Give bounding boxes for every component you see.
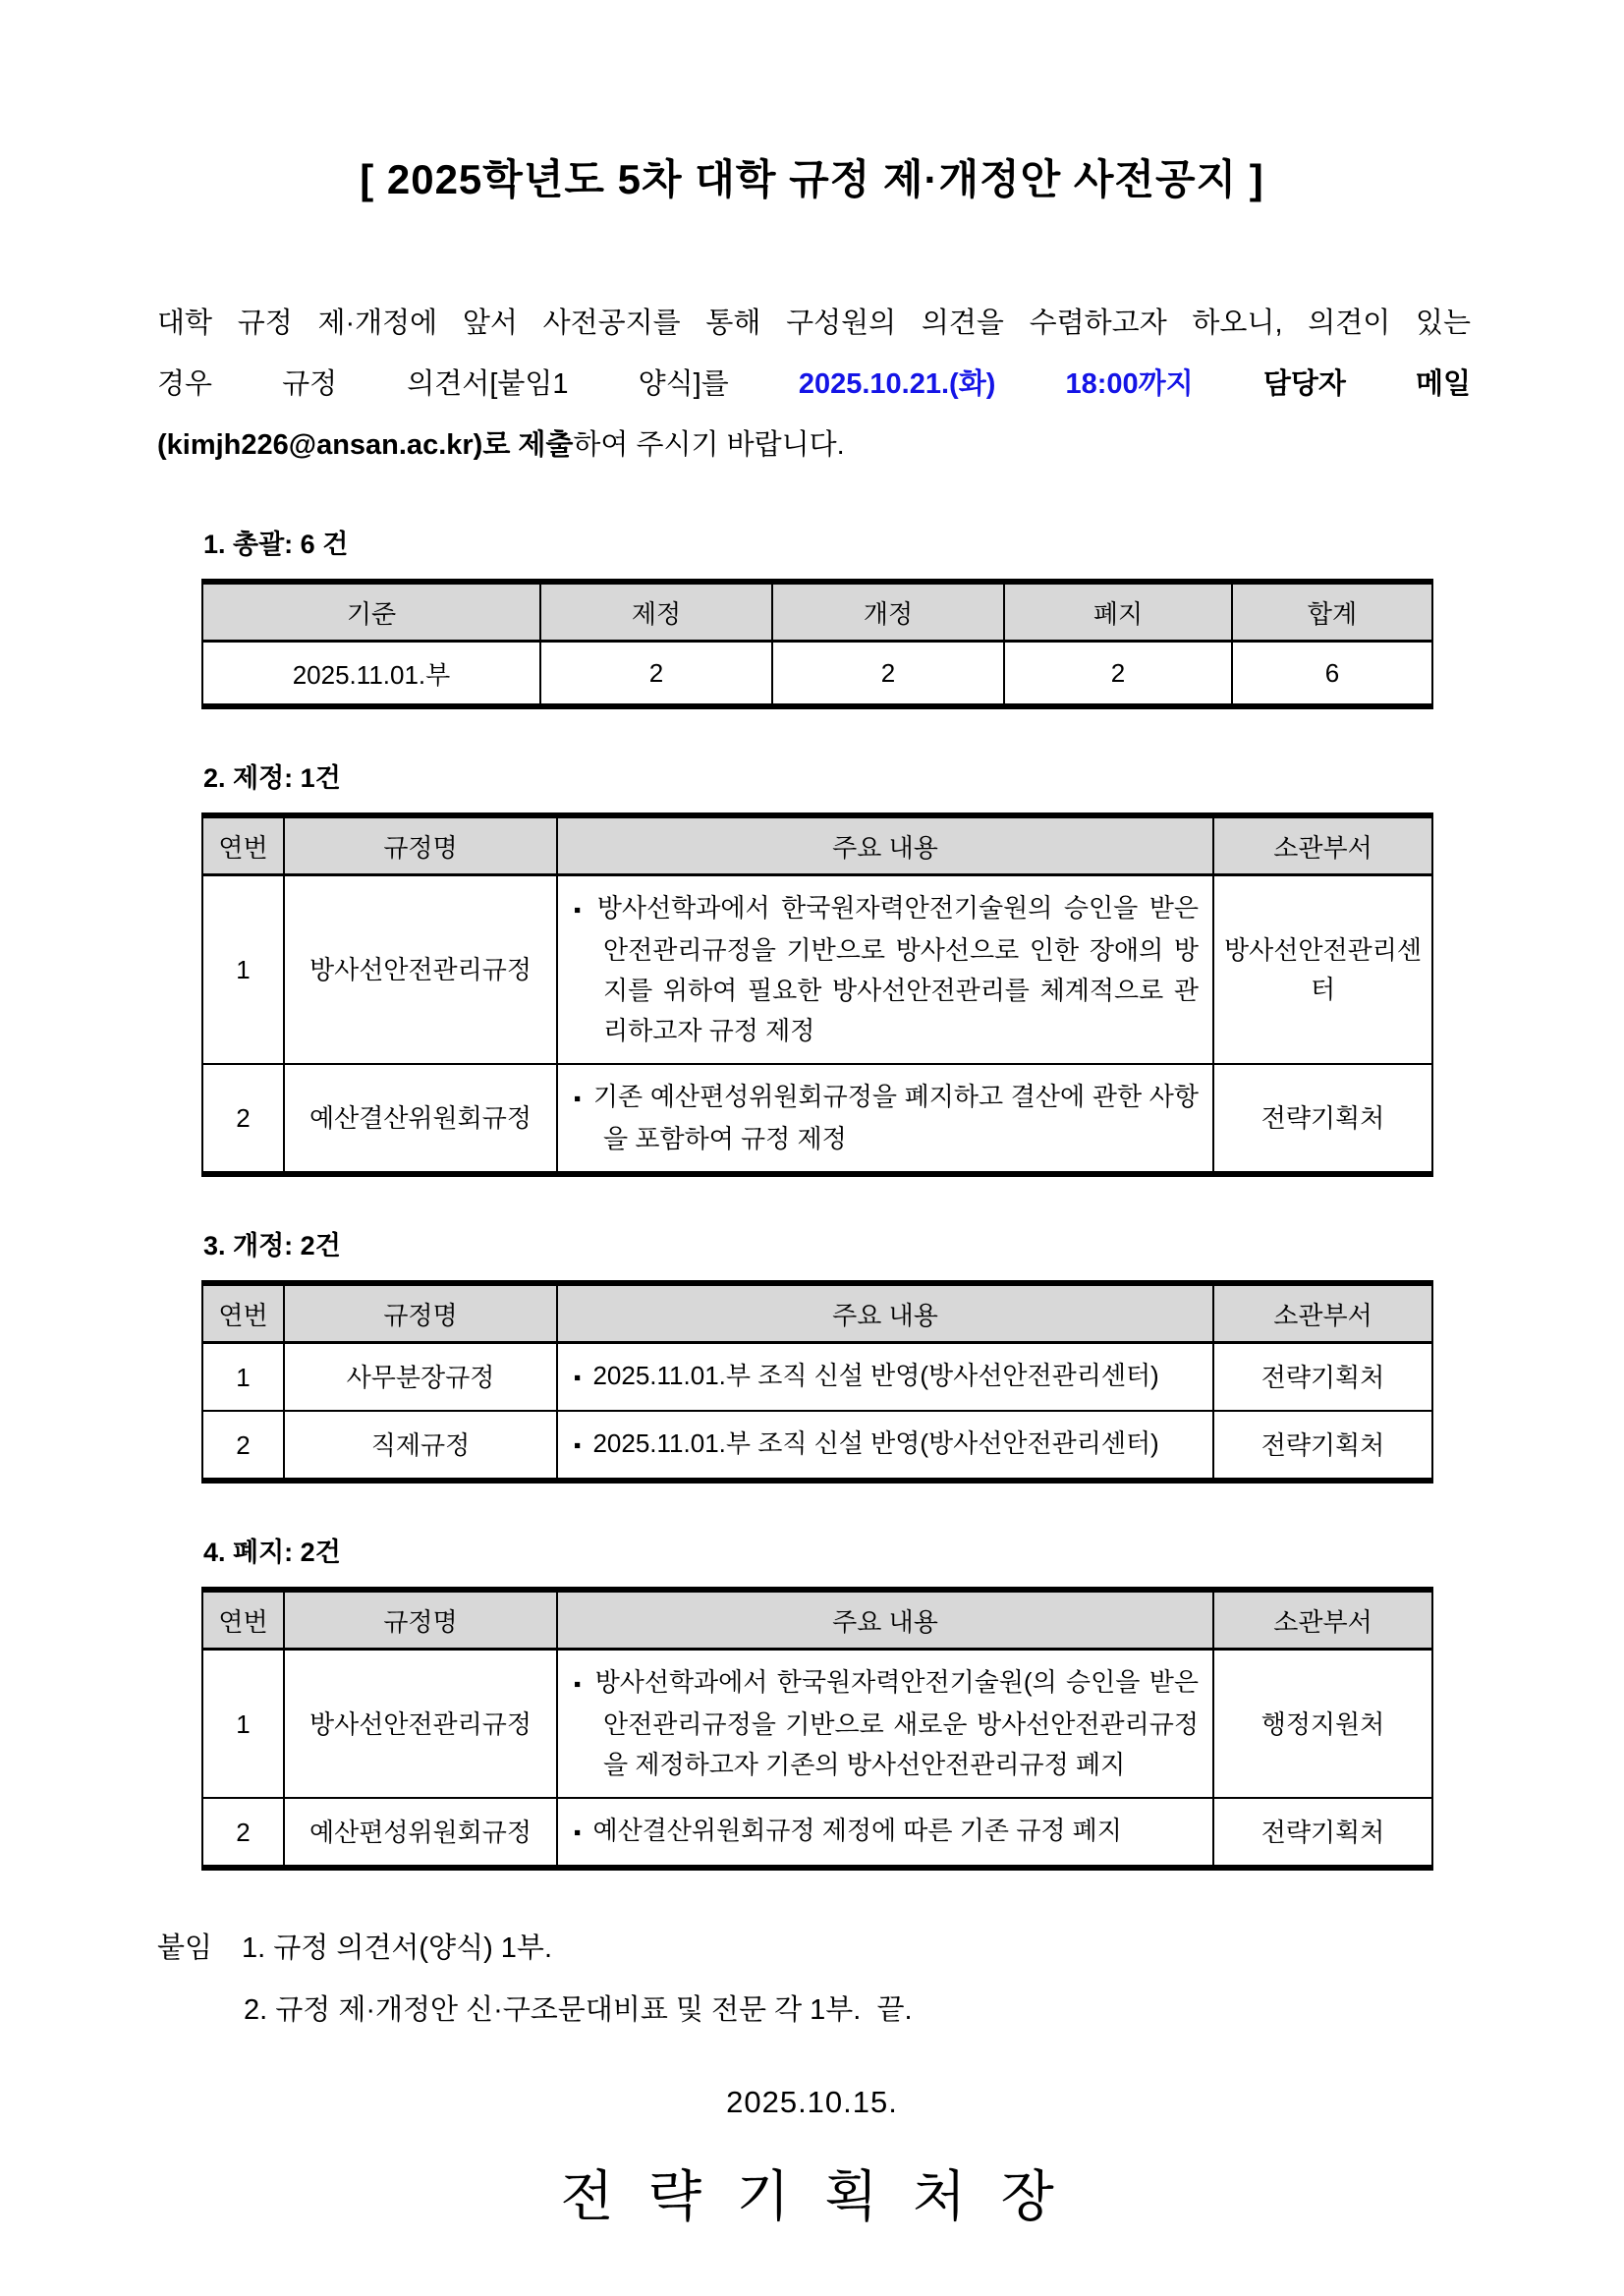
section-abolish xyxy=(201,1531,1431,1871)
table-row xyxy=(202,1343,1432,1412)
regulation-name: 방사선안전관리규정 xyxy=(284,1650,557,1799)
col-regulation-name: 규정명 xyxy=(284,815,557,875)
email-text: (kimjh226@ansan.ac.kr)로 제출 xyxy=(157,429,574,461)
table-row xyxy=(202,875,1432,1065)
intro-paragraph xyxy=(157,293,1471,476)
amend-header-row xyxy=(202,1283,1432,1343)
col-main-content: 주요 내용 xyxy=(557,1590,1213,1650)
abolish-heading: 4. 폐지: 2건 xyxy=(203,1538,341,1567)
col-no: 연번 xyxy=(202,1283,284,1343)
enact-heading: 2. 제정: 1건 xyxy=(203,763,341,793)
table-row xyxy=(202,1064,1432,1174)
row-no: 1 xyxy=(202,1343,284,1412)
contact-label: 담당자 메일 xyxy=(1193,368,1471,400)
attachment-line-1 xyxy=(157,1918,1471,1980)
abolish-header-row xyxy=(202,1590,1432,1650)
summary-col-basis: 기준 xyxy=(202,582,540,642)
department: 전략기획처 xyxy=(1213,1343,1432,1412)
signature-title: 전 략 기 획 처 장 xyxy=(560,2165,1064,2227)
intro-line2-text: 경우 규정 의견서[붙임1 양식]를 xyxy=(157,368,799,400)
summary-header-row xyxy=(202,582,1432,642)
department: 전략기획처 xyxy=(1213,1411,1432,1481)
attachment-item-2: 2. 규정 제·개정안 신·구조문대비표 및 전문 각 1부. 끝. xyxy=(244,1994,913,2026)
regulation-name: 직제규정 xyxy=(284,1411,557,1481)
row-no: 1 xyxy=(202,1650,284,1799)
section-amend xyxy=(201,1224,1431,1484)
main-content xyxy=(557,1064,1213,1174)
attachment-item-1: 1. 규정 의견서(양식) 1부. xyxy=(242,1932,553,1964)
main-content xyxy=(557,1650,1213,1799)
table-row xyxy=(202,1798,1432,1868)
summary-amend-count: 2 xyxy=(772,642,1004,707)
bullet-icon: ▪ xyxy=(574,1434,582,1457)
content-text: 2025.11.01.부 조직 신설 반영(방사선안전관리센터) xyxy=(592,1428,1159,1458)
intro-line-3 xyxy=(157,415,1471,476)
bullet-icon: ▪ xyxy=(574,899,586,922)
summary-heading: 1. 총괄: 6 건 xyxy=(203,530,349,559)
main-content xyxy=(557,875,1213,1065)
page-title: [ 2025학년도 5차 대학 규정 제·개정안 사전공지 ] xyxy=(360,156,1264,202)
summary-col-abolish: 폐지 xyxy=(1004,582,1232,642)
col-no: 연번 xyxy=(202,1590,284,1650)
content-text: 예산결산위원회규정 제정에 따른 기존 규정 폐지 xyxy=(592,1816,1122,1845)
col-department: 소관부서 xyxy=(1213,1590,1432,1650)
col-main-content: 주요 내용 xyxy=(557,815,1213,875)
main-content xyxy=(557,1343,1213,1412)
content-text: 2025.11.01.부 조직 신설 반영(방사선안전관리센터) xyxy=(592,1361,1159,1390)
regulation-name: 사무분장규정 xyxy=(284,1343,557,1412)
abolish-table xyxy=(201,1587,1433,1871)
section-summary xyxy=(201,523,1431,709)
col-department: 소관부서 xyxy=(1213,815,1432,875)
intro-line-2 xyxy=(157,354,1471,415)
enact-header-row xyxy=(202,815,1432,875)
table-row xyxy=(202,1411,1432,1481)
summary-table xyxy=(201,579,1433,709)
department: 전략기획처 xyxy=(1213,1064,1432,1174)
summary-total-count: 6 xyxy=(1232,642,1432,707)
summary-col-total: 합계 xyxy=(1232,582,1432,642)
col-regulation-name: 규정명 xyxy=(284,1590,557,1650)
content-text: 방사선학과에서 한국원자력안전기술원의 승인을 받은 안전관리규정을 기반으로 방사선으로 인한 장애의 방지를 위하여 필요한 방사선안전관리를 체계적으로 관리하고자 규정 제정 xyxy=(596,893,1199,1045)
attachments-block xyxy=(157,1918,1471,2042)
content-text: 방사선학과에서 한국원자력안전기술원(의 승인을 받은 안전관리규정을 기반으로 새로운 방사선안전관리규정을 제정하고자 기존의 방사선안전관리규정 폐지 xyxy=(594,1667,1200,1779)
row-no: 1 xyxy=(202,875,284,1065)
col-main-content: 주요 내용 xyxy=(557,1283,1213,1343)
bullet-icon: ▪ xyxy=(574,1821,582,1844)
row-no: 2 xyxy=(202,1064,284,1174)
summary-abolish-count: 2 xyxy=(1004,642,1232,707)
main-content xyxy=(557,1411,1213,1481)
section-enact xyxy=(201,756,1431,1177)
amend-heading: 3. 개정: 2건 xyxy=(203,1231,341,1260)
regulation-name: 방사선안전관리규정 xyxy=(284,875,557,1065)
row-no: 2 xyxy=(202,1798,284,1868)
col-department: 소관부서 xyxy=(1213,1283,1432,1343)
main-content xyxy=(557,1798,1213,1868)
enact-table xyxy=(201,812,1433,1177)
col-regulation-name: 규정명 xyxy=(284,1283,557,1343)
bullet-icon: ▪ xyxy=(574,1673,584,1696)
attachments-label: 붙임 xyxy=(157,1932,213,1964)
department: 방사선안전관리센터 xyxy=(1213,875,1432,1065)
summary-basis-value: 2025.11.01.부 xyxy=(202,642,540,707)
intro-line3-rest: 하여 주시기 바랍니다. xyxy=(573,429,845,461)
department: 전략기획처 xyxy=(1213,1798,1432,1868)
regulation-name: 예산결산위원회규정 xyxy=(284,1064,557,1174)
summary-enact-count: 2 xyxy=(540,642,772,707)
deadline-text: 2025.10.21.(화) 18:00까지 xyxy=(798,368,1194,400)
summary-data-row xyxy=(202,642,1432,707)
attachment-line-2 xyxy=(157,1980,1471,2042)
summary-col-enact: 제정 xyxy=(540,582,772,642)
summary-col-amend: 개정 xyxy=(772,582,1004,642)
row-no: 2 xyxy=(202,1411,284,1481)
col-no: 연번 xyxy=(202,815,284,875)
department: 행정지원처 xyxy=(1213,1650,1432,1799)
bullet-icon: ▪ xyxy=(574,1367,582,1389)
amend-table xyxy=(201,1280,1433,1484)
regulation-name: 예산편성위원회규정 xyxy=(284,1798,557,1868)
bullet-icon: ▪ xyxy=(574,1088,582,1110)
content-text: 기존 예산편성위원회규정을 폐지하고 결산에 관한 사항을 포함하여 규정 제정 xyxy=(592,1082,1199,1153)
document-date: 2025.10.15. xyxy=(726,2085,898,2119)
table-row xyxy=(202,1650,1432,1799)
intro-line-1: 대학 규정 제·개정에 앞서 사전공지를 통해 구성원의 의견을 수렴하고자 하오니, 의견이 있는 xyxy=(157,308,1471,339)
